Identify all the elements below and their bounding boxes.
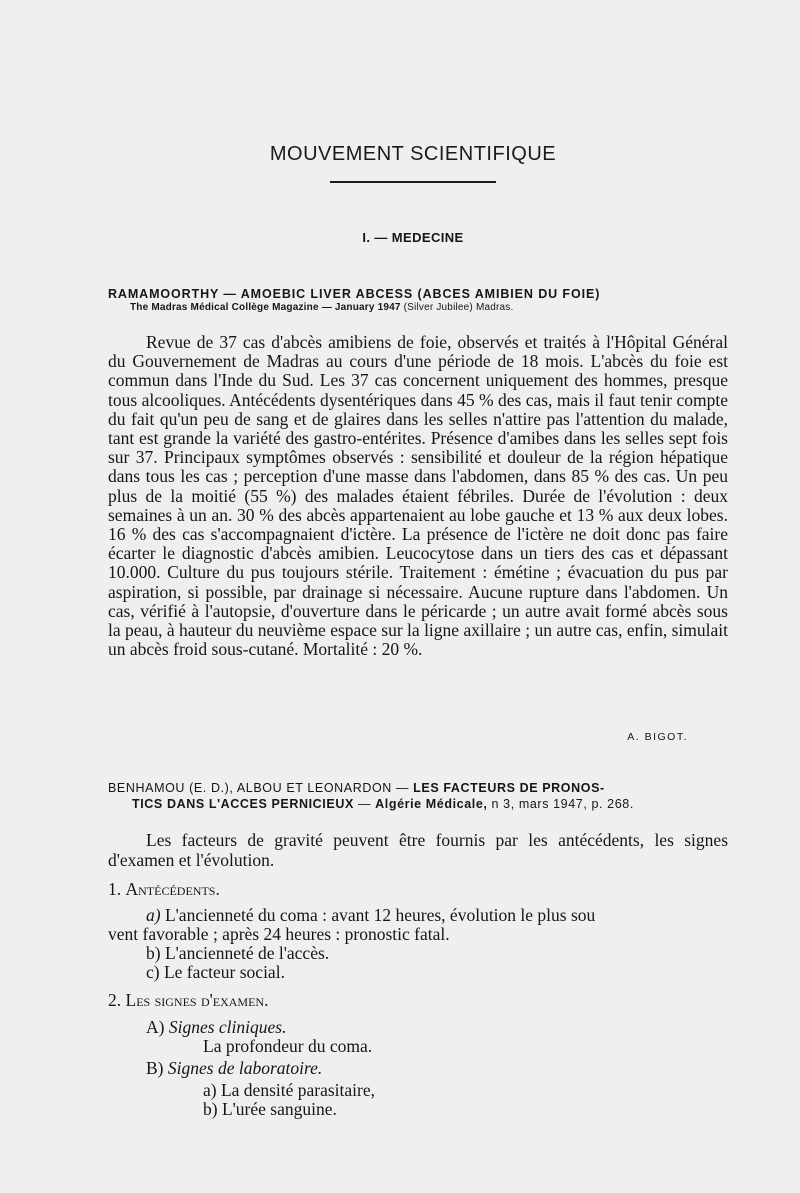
- article1-body: [108, 333, 728, 659]
- article1-source: [130, 302, 730, 313]
- section1-item-a-text: L'ancienneté du coma : avant 12 heures, évolution le plus sou: [160, 905, 596, 925]
- page-title: MOUVEMENT SCIENTIFIQUE: [269, 143, 557, 165]
- section2-A-label: A): [146, 1017, 165, 1037]
- article1-source-rest: (Silver Jubilee) Madras.: [400, 302, 514, 313]
- article2-section1-heading: [108, 879, 220, 900]
- article1-signature: A. BIGOT.: [627, 731, 688, 743]
- section2-A-heading: [146, 1017, 286, 1038]
- section2-number: 2.: [108, 990, 122, 1010]
- section2-B-label: B): [146, 1058, 164, 1078]
- article2-intro-text: Les facteurs de gravité peuvent être fournis par les antécédents, les signes d'examen et l'évolution.: [108, 830, 728, 870]
- section-title: I. — MEDECINE: [362, 230, 464, 245]
- section1-item-a-line2: vent favorable ; après 24 heures : pronostic fatal.: [108, 924, 450, 944]
- article2-title-line2: TICS DANS L'ACCES PERNICIEUX: [132, 797, 354, 811]
- section2-B-item-b: b) L'urée sanguine.: [203, 1099, 337, 1119]
- article2-authors: BENHAMOU (E. D.), ALBOU ET LEONARDON —: [108, 781, 414, 795]
- section1-number: 1.: [108, 879, 122, 899]
- title-underline: [330, 181, 496, 183]
- section2-A-title: Signes cliniques.: [168, 1017, 287, 1037]
- section2-B-heading: [146, 1058, 322, 1079]
- article2-title-line1: LES FACTEURS DE PRONOS-: [413, 781, 605, 795]
- section2-B-title: Signes de laboratoire.: [167, 1058, 323, 1078]
- section1-item-a-line1: [146, 905, 595, 926]
- article1-source-journal: The Madras Médical Collège Magazine — January 1947: [130, 302, 401, 313]
- article2-heading: [108, 780, 738, 812]
- article2-dash: —: [353, 797, 376, 811]
- section1-title: Antécédents.: [125, 879, 220, 899]
- article2-section2-heading: [108, 990, 268, 1011]
- article2-ref: n 3, mars 1947, p. 268.: [487, 797, 634, 811]
- section1-item-c: c) Le facteur social.: [146, 962, 285, 982]
- article1-body-text: Revue de 37 cas d'abcès amibiens de foie, observés et traités à l'Hôpital Général du Gouvernement de Madras au cours d'une période de 18 mois. L'abcès du foie est commun dans l'Inde du Sud. Les 37 cas concernent uniquement des hommes, presque tous alcooliques. Antécédents dysentériques dans 45 % des cas, mais il faut tenir compte du fait qu'un peu de sang et de glaires dans les selles n'attire pas l'attention du malade, tant est grande la variété des gastro-entérites. Présence d'amibes dans les selles sept fois sur 37. Principaux symptômes observés : sensibilité et douleur de la région hépatique dans tous les cas ; perception d'une masse dans l'abdomen, dans 85 % des cas. Un peu plus de la moitié (55 %) des malades étaient fébriles. Durée de l'évolution : deux semaines à un an. 30 % des abcès appartenaient au lobe gauche et 13 % aux deux lobes. 16 % des cas s'accompagnaient d'ictère. La présence de l'ictère ne doit donc pas faire écarter le diagnostic d'abcès amibien. Leucocytose dans un tiers des cas et dépassant 10.000. Culture du pus toujours stérile. Traitement : émétine ; évacuation du pus par aspiration, si possible, par drainage si nécessaire. Aucune rupture dans l'abdomen. Un cas, vérifié à l'autopsie, d'ouverture dans le péricarde ; un autre avait formé abcès sous la peau, à hauteur du neuvième espace sur la ligne axillaire ; un autre cas, enfin, simulait un abcès froid sous-cutané. Mortalité : 20 %.: [108, 332, 728, 660]
- article2-journal: Algérie Médicale,: [375, 797, 488, 811]
- article2-intro: [108, 830, 728, 870]
- section2-A-item: La profondeur du coma.: [203, 1036, 373, 1056]
- article1-heading: RAMAMOORTHY — AMOEBIC LIVER ABCESS (ABCES AMIBIEN DU FOIE): [108, 287, 601, 301]
- section1-item-b: b) L'ancienneté de l'accès.: [146, 943, 330, 963]
- section1-item-a-letter: a): [146, 905, 161, 925]
- section2-B-item-a: a) La densité parasitaire,: [203, 1080, 375, 1100]
- section2-title: Les signes d'examen.: [125, 990, 269, 1010]
